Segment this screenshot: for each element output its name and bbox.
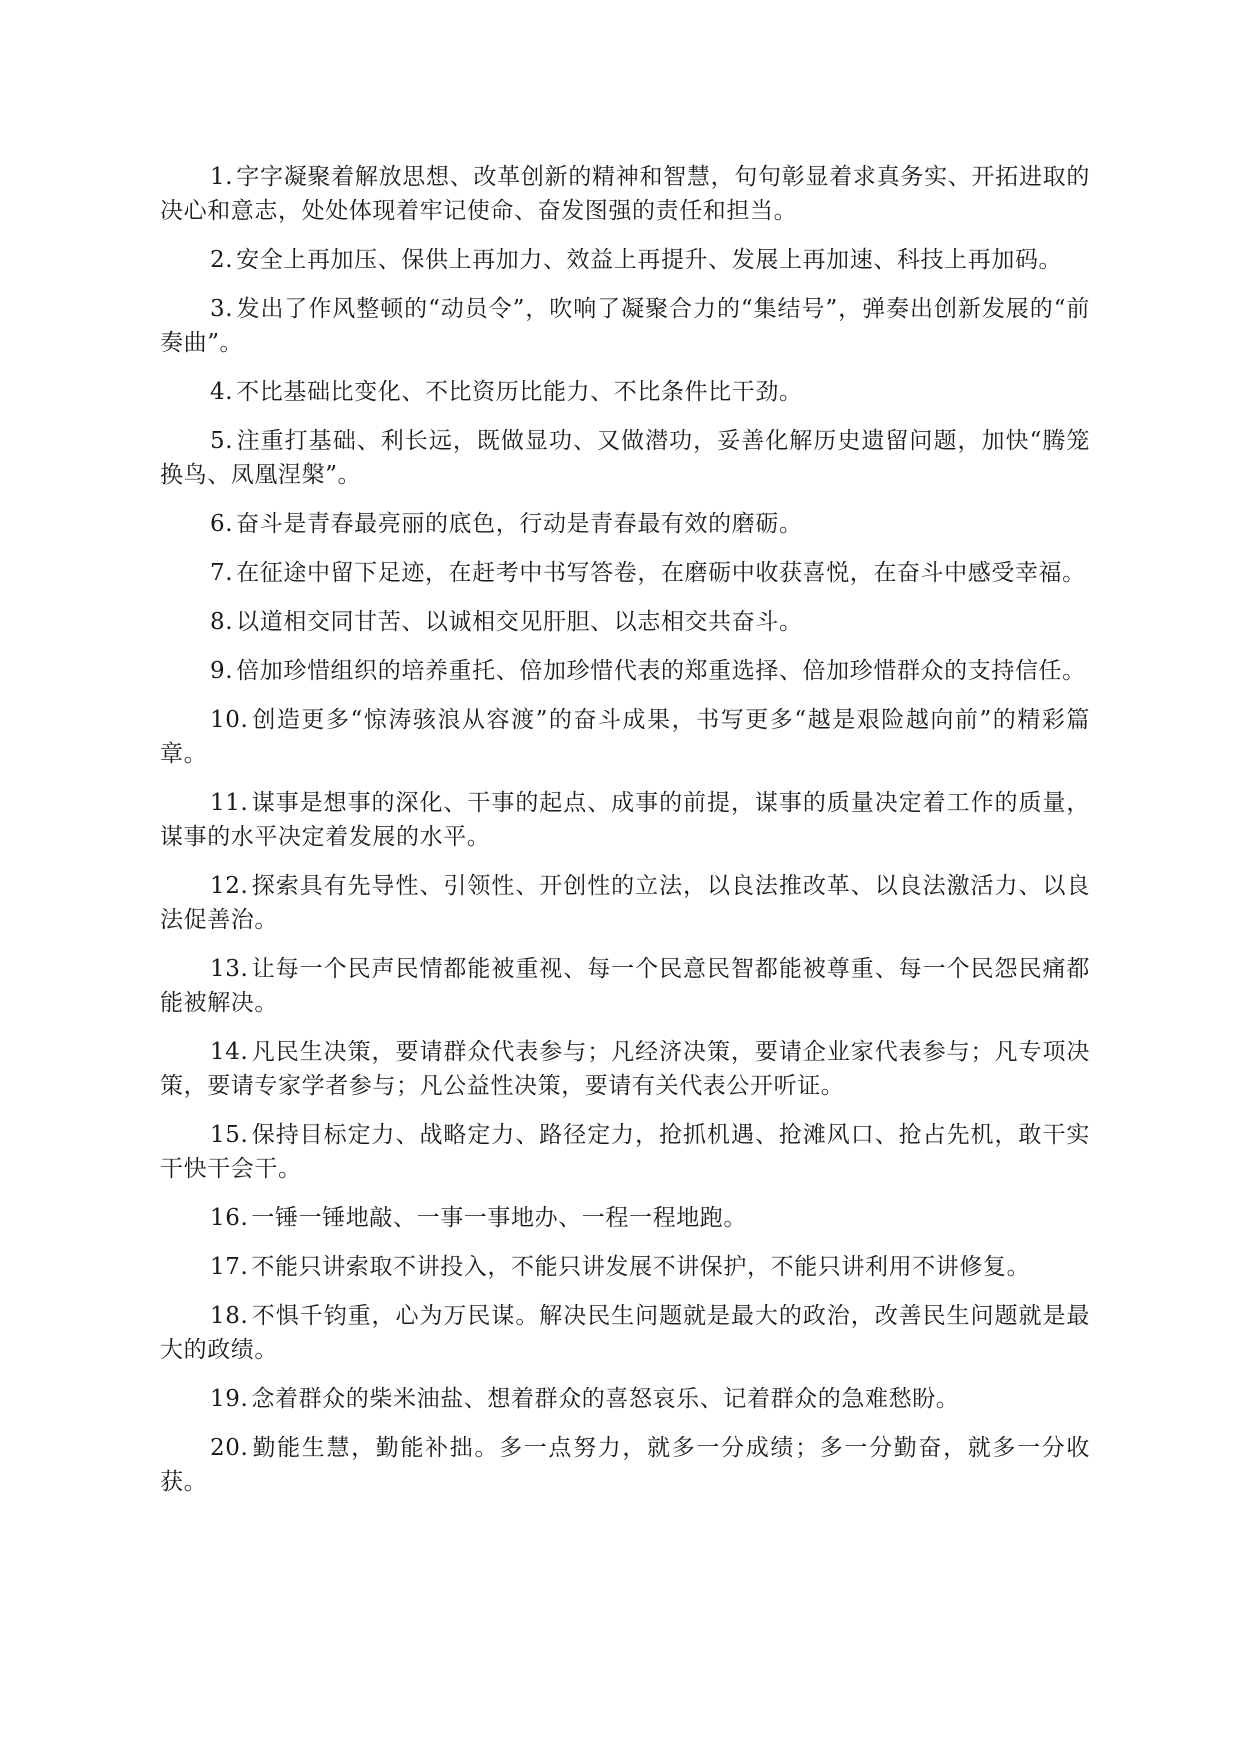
list-item (160, 424, 1090, 492)
document-page (160, 160, 1090, 1514)
item-number: 1. (210, 164, 234, 190)
item-number: 6. (210, 511, 234, 537)
item-number: 4. (210, 379, 234, 405)
item-text: 以道相交同甘苦、以诚相交见肝胆、以志相交共奋斗。 (236, 609, 803, 635)
item-number: 2. (210, 247, 234, 273)
item-text: 在征途中留下足迹，在赶考中书写答卷，在磨砺中收获喜悦，在奋斗中感受幸福。 (236, 560, 1086, 586)
item-text: 一锤一锤地敲、一事一事地办、一程一程地跑。 (251, 1205, 747, 1231)
item-number: 3. (210, 296, 234, 322)
list-item (160, 1035, 1090, 1103)
list-item (160, 654, 1090, 688)
item-text: 发出了作风整顿的“动员令”，吹响了凝聚合力的“集结号”，弹奏出创新发展的“前奏曲”。 (160, 296, 1090, 356)
item-text: 注重打基础、利长远，既做显功、又做潜功，妥善化解历史遗留问题，加快“腾笼换鸟、凤凰涅槃”。 (160, 428, 1090, 488)
item-number: 15. (210, 1122, 249, 1148)
list-item (160, 1201, 1090, 1235)
item-number: 9. (210, 658, 234, 684)
item-number: 11. (210, 790, 249, 816)
list-item (160, 869, 1090, 937)
item-number: 5. (210, 428, 234, 454)
item-number: 13. (210, 956, 249, 982)
list-item (160, 1250, 1090, 1284)
item-text: 不比基础比变化、不比资历比能力、不比条件比干劲。 (236, 379, 803, 405)
item-text: 谋事是想事的深化、干事的起点、成事的前提，谋事的质量决定着工作的质量，谋事的水平决定着发展的水平。 (160, 790, 1090, 850)
list-item (160, 160, 1090, 228)
item-text: 创造更多“惊涛骇浪从容渡”的奋斗成果，书写更多“越是艰险越向前”的精彩篇章。 (160, 707, 1090, 767)
item-number: 10. (210, 707, 249, 733)
item-text: 倍加珍惜组织的培养重托、倍加珍惜代表的郑重选择、倍加珍惜群众的支持信任。 (236, 658, 1086, 684)
item-text: 让每一个民声民情都能被重视、每一个民意民智都能被尊重、每一个民怨民痛都能被解决。 (160, 956, 1090, 1016)
item-text: 念着群众的柴米油盐、想着群众的喜怒哀乐、记着群众的急难愁盼。 (251, 1386, 960, 1412)
list-item (160, 556, 1090, 590)
item-text: 安全上再加压、保供上再加力、效益上再提升、发展上再加速、科技上再加码。 (236, 247, 1063, 273)
item-number: 18. (210, 1303, 249, 1329)
item-text: 奋斗是青春最亮丽的底色，行动是青春最有效的磨砺。 (236, 511, 803, 537)
item-number: 17. (210, 1254, 249, 1280)
list-item (160, 292, 1090, 360)
list-item (160, 605, 1090, 639)
item-text: 凡民生决策，要请群众代表参与；凡经济决策，要请企业家代表参与；凡专项决策，要请专家学者参与；凡公益性决策，要请有关代表公开听证。 (160, 1039, 1090, 1099)
item-number: 14. (210, 1039, 249, 1065)
item-text: 不惧千钧重，心为万民谋。解决民生问题就是最大的政治，改善民生问题就是最大的政绩。 (160, 1303, 1090, 1363)
item-text: 不能只讲索取不讲投入，不能只讲发展不讲保护，不能只讲利用不讲修复。 (251, 1254, 1031, 1280)
item-number: 7. (210, 560, 234, 586)
list-item (160, 1118, 1090, 1186)
list-item (160, 1431, 1090, 1499)
item-number: 8. (210, 609, 234, 635)
list-item (160, 952, 1090, 1020)
item-number: 12. (210, 873, 249, 899)
list-item (160, 243, 1090, 277)
list-item (160, 1299, 1090, 1367)
item-number: 19. (210, 1386, 249, 1412)
item-text: 探索具有先导性、引领性、开创性的立法，以良法推改革、以良法激活力、以良法促善治。 (160, 873, 1090, 933)
item-text: 勤能生慧，勤能补拙。多一点努力，就多一分成绩；多一分勤奋，就多一分收获。 (160, 1435, 1090, 1495)
list-item (160, 375, 1090, 409)
item-number: 20. (210, 1435, 249, 1461)
list-item (160, 786, 1090, 854)
list-item (160, 1382, 1090, 1416)
item-number: 16. (210, 1205, 249, 1231)
item-text: 字字凝聚着解放思想、改革创新的精神和智慧，句句彰显着求真务实、开拓进取的决心和意志，处处体现着牢记使命、奋发图强的责任和担当。 (160, 164, 1090, 224)
list-item (160, 703, 1090, 771)
list-item (160, 507, 1090, 541)
item-text: 保持目标定力、战略定力、路径定力，抢抓机遇、抢滩风口、抢占先机，敢干实干快干会干。 (160, 1122, 1090, 1182)
